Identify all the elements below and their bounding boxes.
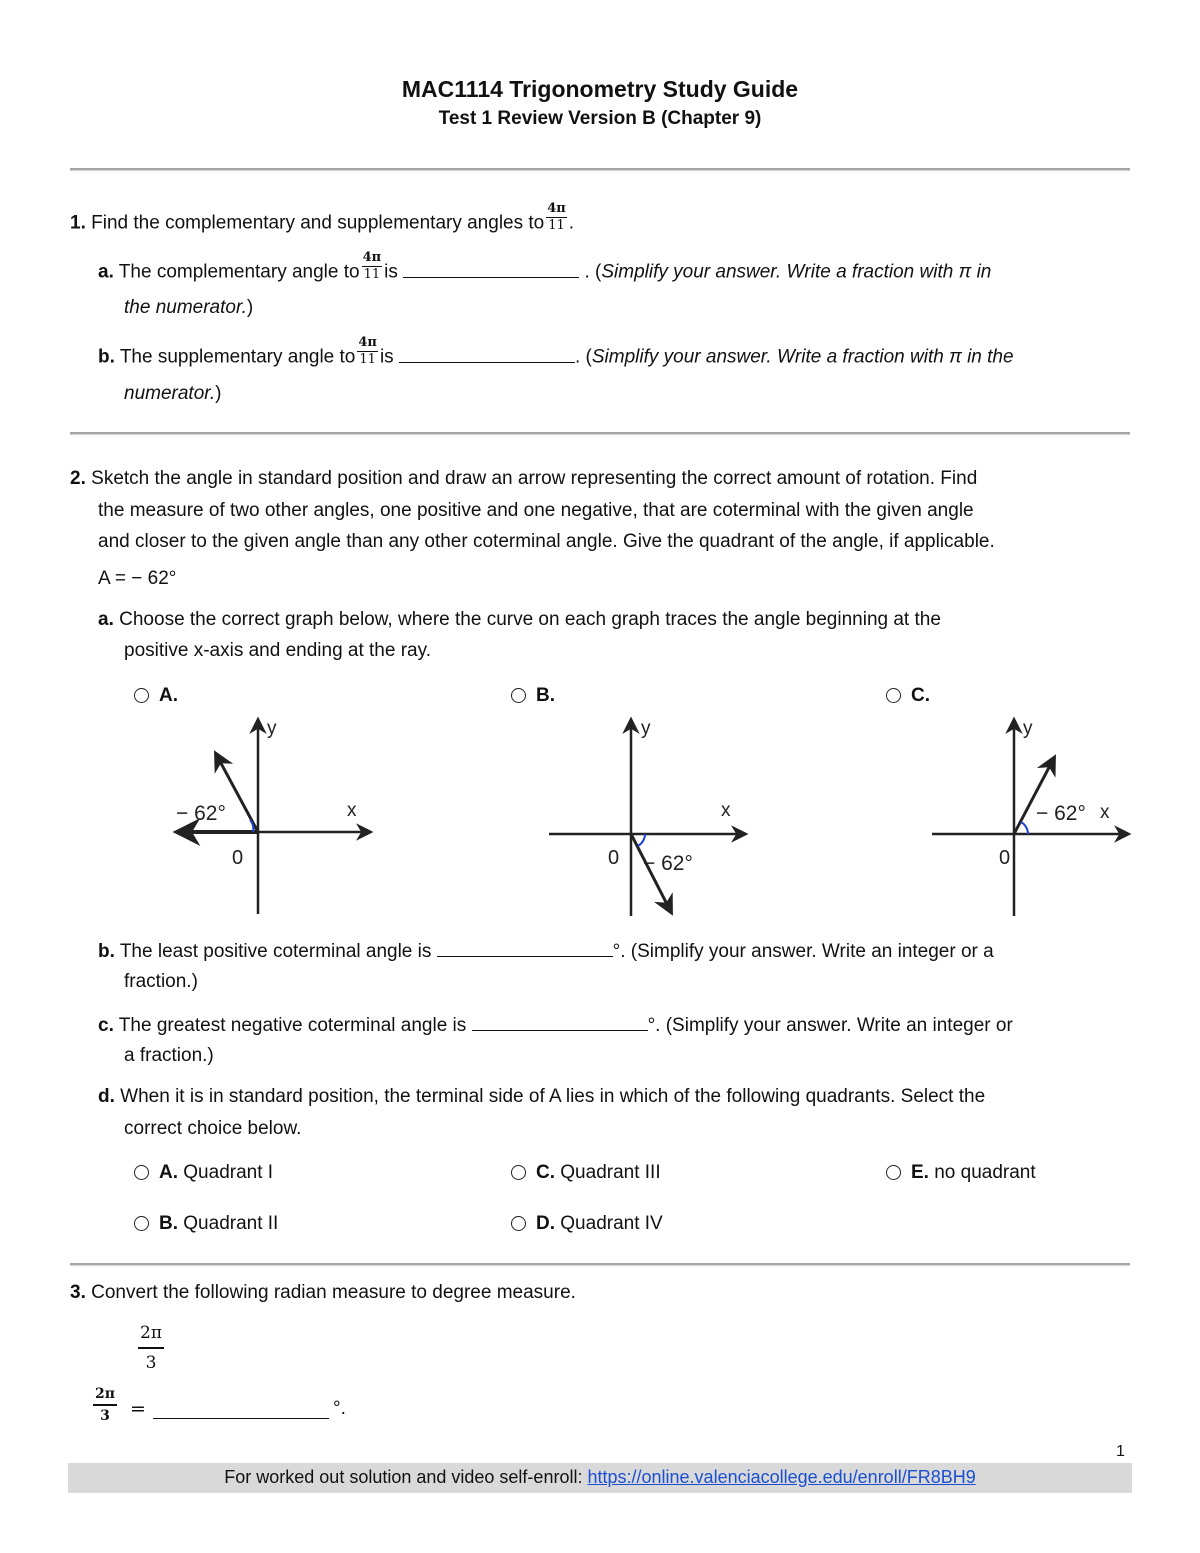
footer [0,1467,1200,1488]
angle-label: − 62° [643,852,693,875]
q2a-line1: a. Choose the correct graph below, where the curve on each graph traces the angle beginning at the [98,609,941,630]
x-label: x [347,800,357,821]
enroll-link[interactable]: https://online.valenciacollege.edu/enroll/FR8BH9 [587,1467,976,1487]
footer-text: For worked out solution and video self-enroll: [224,1467,583,1487]
origin-label: 0 [232,847,244,869]
radio-button[interactable] [511,1216,526,1231]
q2a-option-b[interactable]: B. [511,684,555,708]
page-subtitle: Test 1 Review Version B (Chapter 9) [438,108,762,129]
q1b-line2: numerator.) [124,383,222,404]
q2a-line2: positive x-axis and ending at the ray. [124,640,431,661]
radio-button[interactable] [511,1165,526,1180]
radio-button[interactable] [134,1165,149,1180]
page-title: MAC1114 Trigonometry Study Guide [401,76,799,102]
q2-number: 2. [70,468,86,489]
q2-line3: and closer to the given angle than any other coterminal angle. Give the quadrant of the angle, if applicable. [98,531,995,552]
page-number: 1 [1116,1443,1125,1460]
q2d-line2: correct choice below. [124,1118,302,1139]
q3-given-fraction: $\frac{2\pi}{3}$ [140,1323,162,1373]
q2-line2: the measure of two other angles, one positive and one negative, that are coterminal with the given angle [98,500,974,521]
y-label: y [641,718,651,739]
q2b-line1: b. The least positive coterminal angle is °. (Simplify your answer. Write an integer or a [98,938,994,964]
q2c-line1: c. The greatest negative coterminal angle is °. (Simplify your answer. Write an integer or [98,1012,1013,1038]
q3-prompt: 3. Convert the following radian measure to degree measure. [70,1282,576,1303]
radio-button[interactable] [886,688,901,703]
q2b-line2: fraction.) [124,971,198,992]
divider [70,168,1130,170]
graph-b [545,712,765,920]
q2d-line1: d. When it is in standard position, the terminal side of A lies in which of the following quadrants. Select the [98,1086,986,1107]
q2-given-angle: A = − 62° [98,568,177,589]
angle-arc [638,834,645,846]
q3-answer-blank[interactable] [153,1400,329,1419]
y-label: y [1023,718,1033,739]
q3-answer-fraction: $\frac{2\pi}{3}$ [95,1386,115,1424]
q3-equals: = [130,1398,146,1420]
graph-a [170,712,390,920]
origin-label: 0 [608,847,620,869]
x-label: x [1100,802,1110,823]
q2d-choice-a[interactable]: A. Quadrant I [134,1161,273,1185]
q1a-fraction: $\frac{4\pi}{11}$ [362,250,382,282]
radio-button[interactable] [886,1165,901,1180]
q1a-line2: the numerator.) [124,297,254,318]
q2d-choice-e[interactable]: E. no quadrant [886,1161,1036,1185]
q1-prompt: 1. Find the complementary and supplementary angles to $\frac{4\pi}{11}$ . [70,201,575,234]
angle-label: − 62° [176,802,226,825]
q2a-option-a[interactable]: A. [134,684,178,708]
q1b-line: b. The supplementary angle to $\frac{4\pi}{11}$ is . (Simplify your answer. Write a fraction with π in the [98,335,1014,368]
q2a-option-c[interactable]: C. [886,684,930,708]
radio-button[interactable] [511,688,526,703]
q1b-fraction: $\frac{4\pi}{11}$ [358,335,377,367]
graph-c [930,712,1140,920]
y-label: y [267,718,277,739]
q2d-choice-c[interactable]: C. Quadrant III [511,1161,661,1185]
radio-button[interactable] [134,688,149,703]
q1b-answer-blank[interactable] [399,344,575,363]
q1-angle-fraction: $\frac{4\pi}{11}$ [547,201,566,233]
q1-number: 1. [70,212,86,234]
divider [70,432,1130,434]
q3-degree: °. [333,1398,346,1419]
divider [70,1263,1130,1265]
radio-button[interactable] [134,1216,149,1231]
q2d-choice-b[interactable]: B. Quadrant II [134,1212,278,1236]
q2d-choice-d[interactable]: D. Quadrant IV [511,1212,663,1236]
q2c-line2: a fraction.) [124,1045,214,1066]
q1-text: Find the complementary and supplementary angles to [91,212,545,234]
q1a-line: a. The complementary angle to $\frac{4\pi}{11}$ is . (Simplify your answer. Write a fraction with π in [98,250,992,283]
x-label: x [721,800,731,821]
angle-arc [1021,822,1028,834]
origin-label: 0 [999,847,1011,869]
q1a-answer-blank[interactable] [403,259,579,278]
q2-line1: 2. Sketch the angle in standard position and draw an arrow representing the correct amount of rotation. Find [70,468,978,489]
q2b-answer-blank[interactable] [437,938,613,957]
q3-number: 3. [70,1282,86,1303]
q2c-answer-blank[interactable] [472,1012,648,1031]
angle-label: − 62° [1036,802,1086,825]
